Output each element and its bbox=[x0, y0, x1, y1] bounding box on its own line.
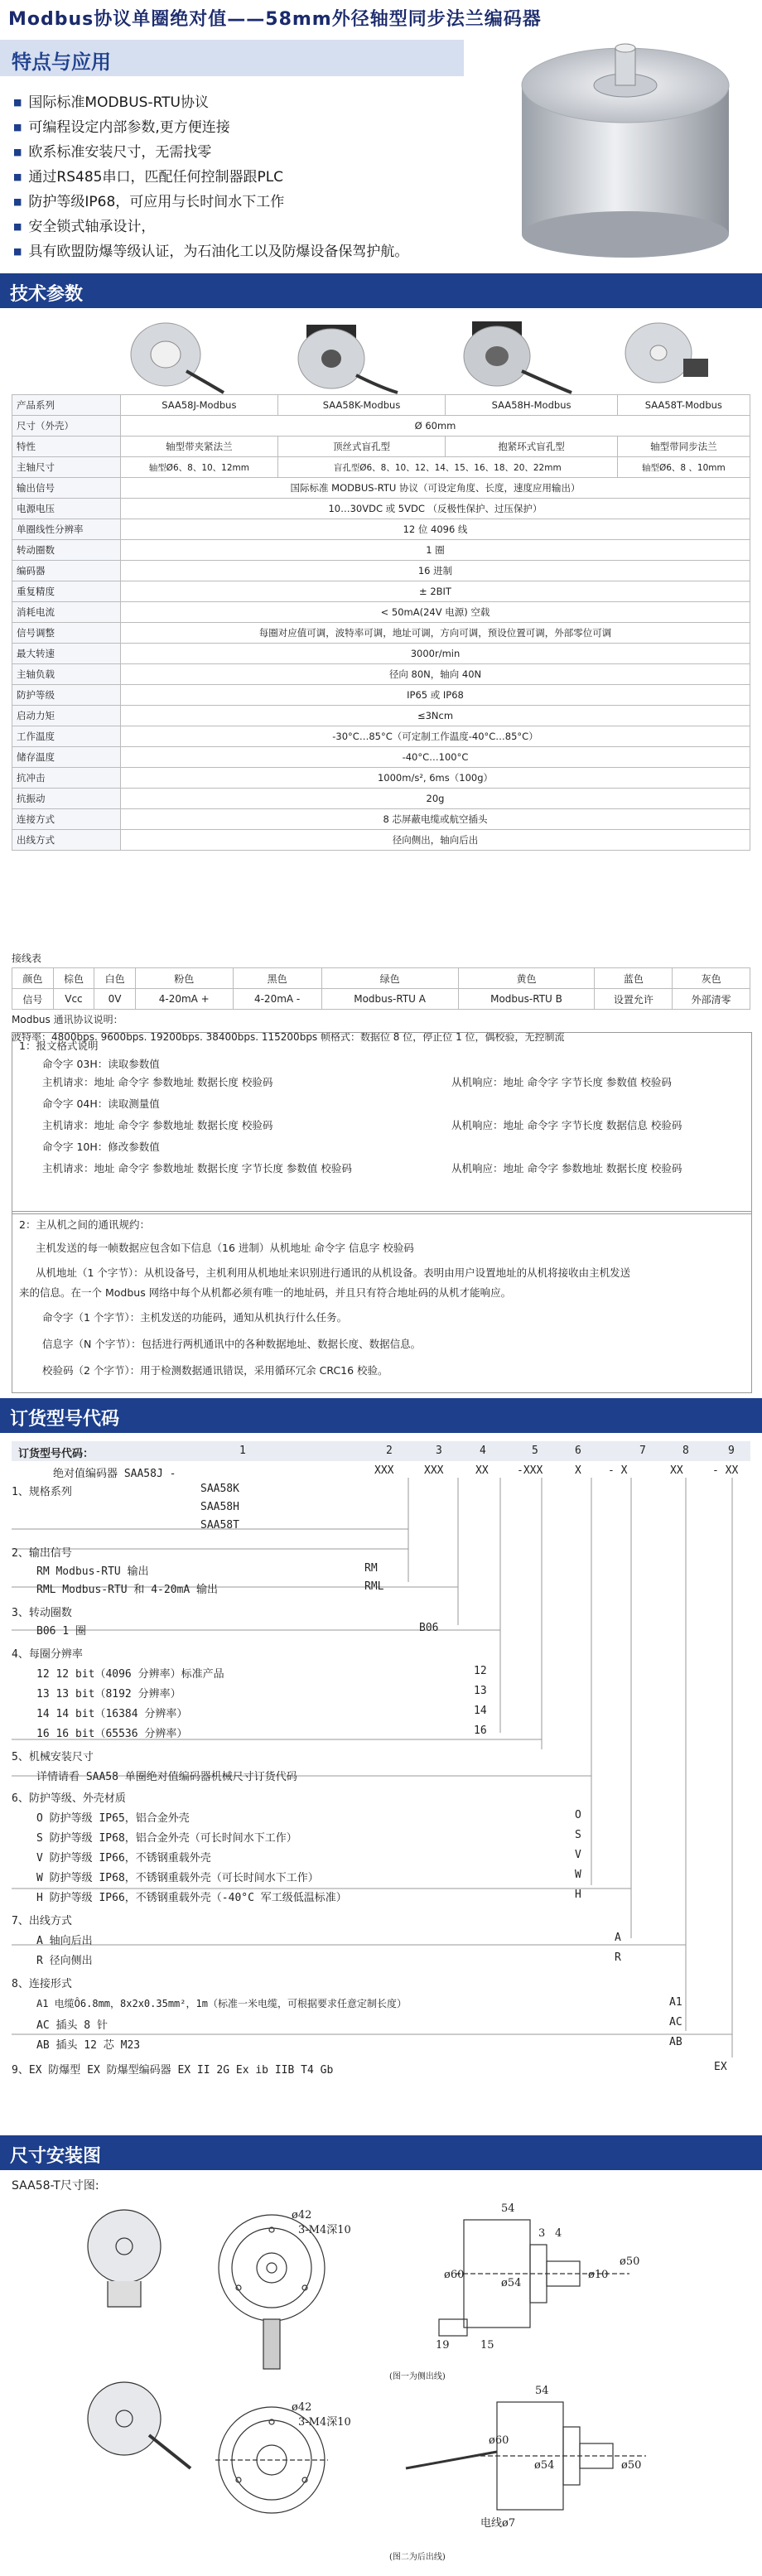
order-line: SAA58H bbox=[200, 1501, 239, 1513]
spec-value: ≤3Ncm bbox=[121, 706, 750, 726]
col-num: 5 bbox=[532, 1445, 538, 1457]
proto-line: 主机请求：地址 命令字 参数地址 数据长度 字节长度 参数值 校验码 bbox=[42, 1162, 352, 1175]
wire-cell: 黑色 bbox=[233, 968, 321, 989]
order-line: W 防护等级 IP68，不锈钢重载外壳（可长时间水下工作） bbox=[36, 1872, 319, 1884]
caption-fig1: (图一为侧出线) bbox=[389, 2372, 446, 2381]
spec-row bbox=[12, 519, 750, 540]
proto-line: 从机响应：地址 命令字 字节长度 参数值 校验码 bbox=[451, 1076, 672, 1088]
spec-row bbox=[12, 747, 750, 768]
code-cell: XX bbox=[670, 1464, 683, 1477]
spec-value: SAA58H-Modbus bbox=[446, 395, 617, 416]
spec-value: 国际标准 MODBUS-RTU 协议（可设定角度、长度，速度应用输出） bbox=[121, 478, 750, 499]
wire-row bbox=[12, 989, 750, 1010]
spec-row bbox=[12, 685, 750, 706]
spec-key: 启动力矩 bbox=[12, 706, 121, 726]
dim-54: 54 bbox=[501, 2202, 515, 2215]
dim-4: 4 bbox=[555, 2227, 562, 2240]
order-line: 13 13 bit（8192 分辨率） bbox=[36, 1688, 181, 1700]
proto-line: 命令字 04H：读取测量值 bbox=[42, 1097, 160, 1110]
spec-value: 3000r/min bbox=[121, 644, 750, 664]
spec-value: 20g bbox=[121, 789, 750, 809]
spec-key: 信号调整 bbox=[12, 623, 121, 644]
spec-key: 出线方式 bbox=[12, 830, 121, 851]
wire-cell: 外部清零 bbox=[673, 989, 750, 1010]
col-num: 7 bbox=[639, 1445, 646, 1457]
order-line: 详情请看 SAA58 单圈绝对值编码器机械尺寸订货代码 bbox=[36, 1771, 297, 1783]
order-line: A 轴向后出 bbox=[36, 1935, 93, 1947]
dim-60: ø60 bbox=[444, 2269, 465, 2281]
spec-row bbox=[12, 395, 750, 416]
option-code: AB bbox=[669, 2036, 682, 2048]
product-photo-j bbox=[131, 323, 224, 393]
spec-key: 主轴尺寸 bbox=[12, 457, 121, 478]
code-cell: X bbox=[575, 1464, 581, 1477]
order-line: H 防护等级 IP66，不锈钢重载外壳（-40°C 军工级低温标准） bbox=[36, 1892, 347, 1904]
spec-row bbox=[12, 830, 750, 851]
spec-key: 防护等级 bbox=[12, 685, 121, 706]
spec-value: Ø 60mm bbox=[121, 416, 750, 437]
spec-row bbox=[12, 623, 750, 644]
order-line: 8、连接形式 bbox=[12, 1978, 72, 1990]
spec-row bbox=[12, 499, 750, 519]
spec-value: SAA58K-Modbus bbox=[277, 395, 446, 416]
wire-cell: 0V bbox=[94, 989, 136, 1010]
col-num: 2 bbox=[386, 1445, 393, 1457]
rule-line: 2：主从机之间的通讯规约： bbox=[19, 1218, 150, 1231]
dimension-drawing bbox=[50, 2195, 729, 2568]
spec-key: 抗振动 bbox=[12, 789, 121, 809]
order-line: 4、每圈分辨率 bbox=[12, 1648, 83, 1661]
spec-value: 16 进制 bbox=[121, 561, 750, 581]
spec-row bbox=[12, 789, 750, 809]
rule-line: 信息字（N 个字节）：包括进行两机通讯中的各种数据地址、数据长度、数据信息。 bbox=[42, 1338, 422, 1350]
code-cell: XXX bbox=[374, 1464, 394, 1477]
wire-cell: 蓝色 bbox=[595, 968, 673, 989]
features-heading-bar bbox=[0, 40, 464, 76]
rule-line: 主机发送的每一帧数据应包含如下信息（16 进制）从机地址 命令字 信息字 校验码 bbox=[36, 1242, 414, 1254]
spec-key: 电源电压 bbox=[12, 499, 121, 519]
spec-row bbox=[12, 602, 750, 623]
dim-54d: ø54 bbox=[501, 2277, 522, 2289]
spec-value: -40°C…100°C bbox=[121, 747, 750, 768]
feature-item: ■ 国际标准MODBUS-RTU协议 bbox=[13, 91, 477, 116]
spec-key: 重复精度 bbox=[12, 581, 121, 602]
spec-row bbox=[12, 478, 750, 499]
order-tree-lines bbox=[12, 1441, 750, 2129]
order-code-section bbox=[12, 1441, 750, 2129]
dims-label: SAA58-T尺寸图: bbox=[12, 2179, 99, 2192]
proto-line: 主机请求：地址 命令字 参数地址 数据长度 校验码 bbox=[42, 1119, 273, 1131]
option-code: H bbox=[575, 1889, 581, 1901]
order-line: 16 16 bit（65536 分辨率） bbox=[36, 1728, 188, 1740]
feature-item: ■ 通过RS485串口，匹配任何控制器跟PLC bbox=[13, 166, 477, 191]
proto-line: 命令字 10H：修改参数值 bbox=[42, 1141, 160, 1153]
option-code: W bbox=[575, 1869, 581, 1881]
dim-d42: ø42 bbox=[292, 2209, 312, 2221]
spec-value: 12 位 4096 线 bbox=[121, 519, 750, 540]
tech-heading-bar bbox=[0, 273, 762, 308]
option-code: AC bbox=[669, 2016, 682, 2028]
order-line: S 防护等级 IP68，铝合金外壳（可长时间水下工作） bbox=[36, 1832, 297, 1845]
spec-value: < 50mA(24V 电源) 空载 bbox=[121, 602, 750, 623]
wire-cell: 棕色 bbox=[53, 968, 94, 989]
proto-line: 从机响应：地址 命令字 字节长度 数据信息 校验码 bbox=[451, 1119, 682, 1131]
order-line: 12 12 bit（4096 分辨率）标准产品 bbox=[36, 1668, 224, 1681]
spec-value: ± 2BIT bbox=[121, 581, 750, 602]
spec-row bbox=[12, 768, 750, 789]
order-line: 1、规格系列 bbox=[12, 1486, 72, 1498]
order-line: AB 插头 12 芯 M23 bbox=[36, 2039, 141, 2052]
modbus-note-2: 波特率：4800bps. 9600bps. 19200bps. 38400bps. 115200bps 帧格式：数据位 8 位，停止位 1 位，偶校验，无控制流 bbox=[12, 1031, 565, 1043]
option-code: O bbox=[575, 1809, 581, 1821]
spec-key: 连接方式 bbox=[12, 809, 121, 830]
order-line: RM Modbus-RTU 输出 bbox=[36, 1565, 149, 1578]
dim-m4: 3-M4深10 bbox=[298, 2224, 351, 2236]
rule-line: 来的信息。在一个 Modbus 网络中每个从机都必须有唯一的地址码，并且只有符合地址码的从机才能响应。 bbox=[19, 1286, 512, 1299]
spec-value: SAA58J-Modbus bbox=[121, 395, 278, 416]
dims-heading-bar bbox=[0, 2135, 762, 2170]
dim-19: 19 bbox=[436, 2339, 450, 2352]
wire-title: 接线表 bbox=[12, 953, 42, 964]
spec-key: 产品系列 bbox=[12, 395, 121, 416]
feature-item: ■ 欧系标准安装尺寸，无需找零 bbox=[13, 141, 477, 166]
wire-cell: 4-20mA + bbox=[135, 989, 233, 1010]
spec-value: 每圈对应值可调，波特率可调，地址可调，方向可调，预设位置可调，外部零位可调 bbox=[121, 623, 750, 644]
spec-value: 10…30VDC 或 5VDC （反极性保护、过压保护） bbox=[121, 499, 750, 519]
option-code: 16 bbox=[474, 1725, 487, 1737]
order-line: B06 1 圈 bbox=[36, 1625, 86, 1638]
wire-cell: 颜色 bbox=[12, 968, 54, 989]
col-num: 6 bbox=[575, 1445, 581, 1457]
spec-value: 轴型带夹紧法兰 bbox=[121, 437, 278, 457]
code-cell: - X bbox=[608, 1464, 628, 1477]
dim-50: ø50 bbox=[620, 2255, 640, 2268]
dim-10: ø10 bbox=[588, 2269, 609, 2281]
wire-cell: 设置允许 bbox=[595, 989, 673, 1010]
wire-cell: 白色 bbox=[94, 968, 136, 989]
title-bar bbox=[0, 0, 762, 35]
wiring-section bbox=[12, 951, 750, 1044]
feature-item: ■ 防护等级IP68，可应用与长时间水下工作 bbox=[13, 191, 477, 215]
option-code: R bbox=[615, 1951, 621, 1964]
order-line: 9、EX 防爆型 EX 防爆型编码器 EX II 2G Ex ib IIB T4 Gb bbox=[12, 2064, 334, 2077]
spec-row bbox=[12, 437, 750, 457]
order-line: AC 插头 8 针 bbox=[36, 2019, 108, 2032]
order-line: SAA58K bbox=[200, 1483, 239, 1495]
spec-value: 盲孔型Ø6、8、10、12、14、15、16、18、20、22mm bbox=[277, 457, 617, 478]
feature-item: ■ 可编程设定内部参数,更方便连接 bbox=[13, 116, 477, 141]
spec-key: 主轴负载 bbox=[12, 664, 121, 685]
order-line: 6、防护等级、外壳材质 bbox=[12, 1792, 126, 1805]
spec-row bbox=[12, 540, 750, 561]
wiring-table bbox=[12, 967, 750, 1010]
wire-cell: 绿色 bbox=[321, 968, 458, 989]
proto-line: 主机请求：地址 命令字 参数地址 数据长度 校验码 bbox=[42, 1076, 273, 1088]
order-line: 14 14 bit（16384 分辨率） bbox=[36, 1708, 188, 1720]
option-code: B06 bbox=[419, 1622, 439, 1634]
option-code: A bbox=[615, 1932, 621, 1944]
order-line: 订货型号代码： bbox=[18, 1448, 94, 1460]
dim-m4-2: 3-M4深10 bbox=[298, 2416, 351, 2429]
col-num: 4 bbox=[480, 1445, 486, 1457]
product-photos bbox=[108, 313, 754, 394]
spec-value: SAA58T-Modbus bbox=[617, 395, 750, 416]
col-num: 8 bbox=[682, 1445, 689, 1457]
spec-value: 轴型Ø6、8、10、12mm bbox=[121, 457, 278, 478]
code-cell: XXX bbox=[424, 1464, 444, 1477]
wire-cell: 4-20mA - bbox=[233, 989, 321, 1010]
encoder-hero-image bbox=[497, 40, 754, 263]
spec-row bbox=[12, 726, 750, 747]
features-list bbox=[13, 91, 477, 265]
spec-key: 转动圈数 bbox=[12, 540, 121, 561]
spec-value: 8 芯屏蔽电缆或航空插头 bbox=[121, 809, 750, 830]
spec-row bbox=[12, 664, 750, 685]
wire-cell: 灰色 bbox=[673, 968, 750, 989]
order-heading-bar bbox=[0, 1398, 762, 1433]
option-code: RM bbox=[364, 1562, 378, 1575]
proto-line: 1：报文格式说明 bbox=[19, 1040, 99, 1052]
spec-value: 1 圈 bbox=[121, 540, 750, 561]
order-line: O 防护等级 IP65，铝合金外壳 bbox=[36, 1812, 190, 1825]
spec-value: 轴型带同步法兰 bbox=[617, 437, 750, 457]
dims-heading: 尺寸安装图 bbox=[10, 2146, 102, 2167]
dim-d42-2: ø42 bbox=[292, 2401, 312, 2414]
option-code: RML bbox=[364, 1580, 384, 1593]
col-num: 3 bbox=[436, 1445, 442, 1457]
feature-item: ■ 具有欧盟防爆等级认证，为石油化工以及防爆设备保驾护航。 bbox=[13, 240, 477, 265]
spec-row bbox=[12, 561, 750, 581]
dim-15: 15 bbox=[480, 2339, 494, 2352]
code-cell: -XXX bbox=[517, 1464, 543, 1477]
spec-key: 特性 bbox=[12, 437, 121, 457]
order-line: 3、转动圈数 bbox=[12, 1607, 72, 1619]
spec-value: 径向 80N，轴向 40N bbox=[121, 664, 750, 685]
product-photo-h bbox=[464, 321, 572, 393]
dim-60-2: ø60 bbox=[489, 2434, 509, 2447]
dim-50-2: ø50 bbox=[621, 2459, 642, 2472]
option-code: EX bbox=[714, 2061, 727, 2073]
spec-table bbox=[12, 394, 750, 851]
option-code: V bbox=[575, 1849, 581, 1861]
spec-value: 轴型Ø6、8 、10mm bbox=[617, 457, 750, 478]
option-code: S bbox=[575, 1829, 581, 1841]
order-line: SAA58T bbox=[200, 1519, 239, 1532]
product-photo-k bbox=[298, 325, 398, 393]
spec-key: 消耗电流 bbox=[12, 602, 121, 623]
spec-value: -30°C…85°C（可定制工作温度-40°C…85°C） bbox=[121, 726, 750, 747]
order-line: 2、输出信号 bbox=[12, 1547, 72, 1560]
spec-value: IP65 或 IP68 bbox=[121, 685, 750, 706]
protocol-box bbox=[12, 1032, 752, 1214]
spec-key: 储存温度 bbox=[12, 747, 121, 768]
rule-line: 命令字（1 个字节）：主机发送的功能码，通知从机执行什么任务。 bbox=[42, 1311, 348, 1324]
order-line: V 防护等级 IP66，不锈钢重载外壳 bbox=[36, 1852, 211, 1864]
proto-line: 命令字 03H：读取参数值 bbox=[42, 1058, 160, 1070]
tech-heading: 技术参数 bbox=[10, 284, 84, 305]
order-line: R 径向侧出 bbox=[36, 1955, 93, 1967]
spec-value: 抱紧环式盲孔型 bbox=[446, 437, 617, 457]
option-code: 12 bbox=[474, 1665, 487, 1677]
spec-row bbox=[12, 809, 750, 830]
spec-row bbox=[12, 457, 750, 478]
col-num: 1 bbox=[239, 1445, 246, 1457]
spec-key: 输出信号 bbox=[12, 478, 121, 499]
rule-line: 从机地址（1 个字节）：从机设备号，主机利用从机地址来识别进行通讯的从机设备。表明由用户设置地址的从机将接收由主机发送 bbox=[36, 1266, 631, 1279]
rules-box bbox=[12, 1211, 752, 1393]
product-photo-t bbox=[625, 323, 708, 383]
caption-fig2: (图二为后出线) bbox=[389, 2553, 446, 2562]
spec-row bbox=[12, 644, 750, 664]
features-heading: 特点与应用 bbox=[12, 51, 111, 74]
dim-cable: 电线ø7 bbox=[480, 2517, 516, 2530]
spec-key: 工作温度 bbox=[12, 726, 121, 747]
spec-value: 顶丝式盲孔型 bbox=[277, 437, 446, 457]
order-line: A1 电缆Ô6.8mm，8x2x0.35mm²，1m（标准一米电缆，可根据要求任意定制长度） bbox=[36, 1998, 407, 2009]
wire-cell: 黄色 bbox=[458, 968, 595, 989]
col-num: 9 bbox=[728, 1445, 735, 1457]
spec-value: 径向侧出，轴向后出 bbox=[121, 830, 750, 851]
spec-key: 单圈线性分辨率 bbox=[12, 519, 121, 540]
order-line: RML Modbus-RTU 和 4-20mA 输出 bbox=[36, 1584, 219, 1596]
spec-key: 编码器 bbox=[12, 561, 121, 581]
code-cell: - XX bbox=[712, 1464, 739, 1477]
option-code: A1 bbox=[669, 1996, 682, 2009]
modbus-note-1: Modbus 通讯协议说明： bbox=[12, 1014, 123, 1025]
spec-key: 最大转速 bbox=[12, 644, 121, 664]
spec-row bbox=[12, 706, 750, 726]
spec-value: 1000m/s², 6ms（100g） bbox=[121, 768, 750, 789]
spec-row bbox=[12, 581, 750, 602]
code-cell: XX bbox=[475, 1464, 489, 1477]
rule-line: 校验码（2 个字节）：用于检测数据通讯错误，采用循环冗余 CRC16 校验。 bbox=[42, 1364, 388, 1377]
wire-cell: Modbus-RTU B bbox=[458, 989, 595, 1010]
order-line: 绝对值编码器 SAA58J - bbox=[53, 1468, 176, 1480]
page-title: Modbus协议单圈绝对值——58mm外径轴型同步法兰编码器 bbox=[8, 9, 542, 30]
order-heading: 订货型号代码 bbox=[10, 1409, 120, 1430]
proto-line: 从机响应：地址 命令字 参数地址 数据长度 校验码 bbox=[451, 1162, 682, 1175]
order-line: 7、出线方式 bbox=[12, 1915, 72, 1927]
spec-row bbox=[12, 416, 750, 437]
option-code: 13 bbox=[474, 1685, 487, 1697]
wire-cell: 信号 bbox=[12, 989, 54, 1010]
wire-cell: Modbus-RTU A bbox=[321, 989, 458, 1010]
dim-54d-2: ø54 bbox=[534, 2459, 555, 2472]
option-code: 14 bbox=[474, 1705, 487, 1717]
wire-row bbox=[12, 968, 750, 989]
spec-key: 抗冲击 bbox=[12, 768, 121, 789]
wire-cell: 粉色 bbox=[135, 968, 233, 989]
dim-54-2: 54 bbox=[535, 2385, 549, 2397]
dim-3: 3 bbox=[538, 2227, 546, 2240]
order-line: 5、机械安装尺寸 bbox=[12, 1751, 94, 1763]
feature-item: ■ 安全锁式轴承设计， bbox=[13, 215, 477, 240]
spec-key: 尺寸（外壳） bbox=[12, 416, 121, 437]
wire-cell: Vcc bbox=[53, 989, 94, 1010]
